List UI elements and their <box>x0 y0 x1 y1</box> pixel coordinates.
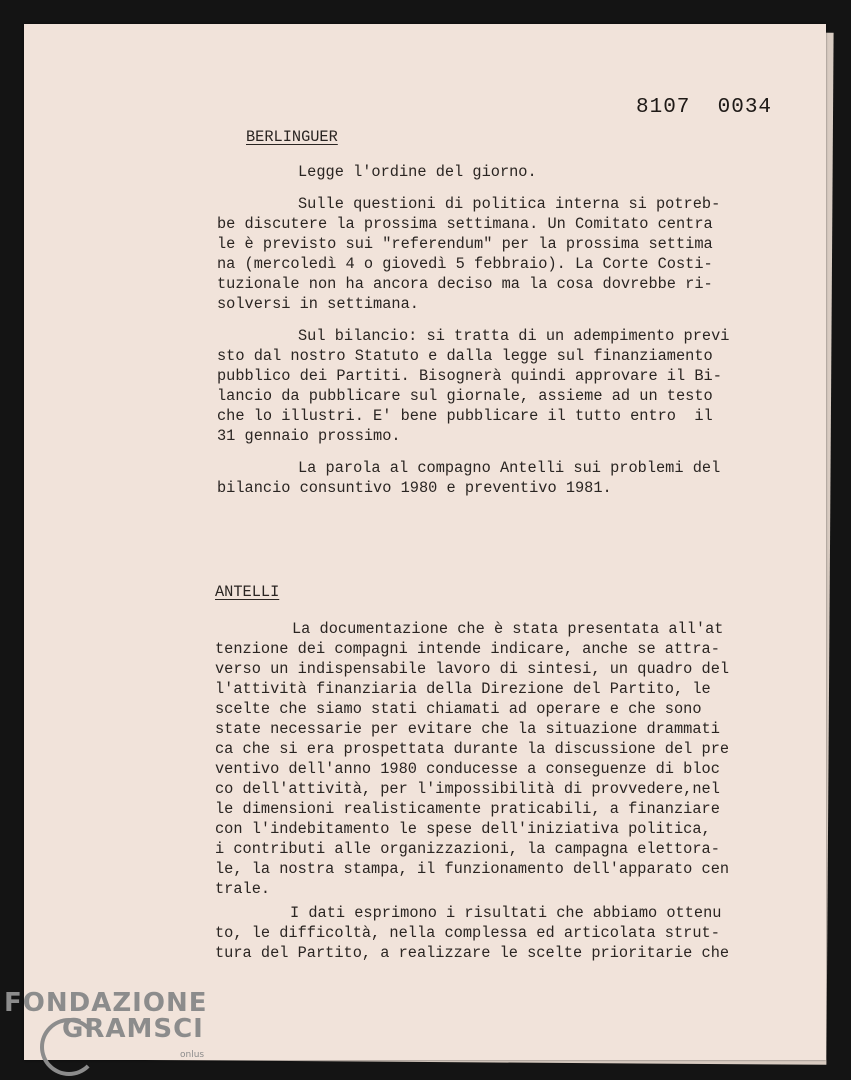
watermark-line2: GRAMSCI <box>62 1014 204 1044</box>
text-line: tenzione dei compagni intende indicare, anche se attra- <box>215 640 720 658</box>
text-line: scelte che siamo stati chiamati ad operare e che sono <box>215 700 702 718</box>
text-line: ventivo dell'anno 1980 conducesse a conseguenze di bloc <box>215 760 720 778</box>
speaker-name-berlinguer: BERLINGUER <box>246 128 338 146</box>
text-line: be discutere la prossima settimana. Un Comitato centra <box>217 215 713 233</box>
text-line: lancio da pubblicare sul giornale, assieme ad un testo <box>217 387 713 405</box>
fondazione-gramsci-watermark <box>4 988 208 1060</box>
text-line: sto dal nostro Statuto e dalla legge sul finanziamento <box>217 347 713 365</box>
text-line: che lo illustri. E' bene pubblicare il tutto entro il <box>217 407 713 425</box>
text-line: verso un indispensabile lavoro di sintesi, un quadro del <box>215 660 730 678</box>
watermark-logo-icon <box>40 1018 98 1076</box>
text-line: state necessarie per evitare che la situazione drammati <box>215 720 720 738</box>
watermark-sub: onlus <box>180 1050 205 1060</box>
text-line: le, la nostra stampa, il funzionamento dell'apparato cen <box>215 860 730 878</box>
text-line: pubblico dei Partiti. Bisognerà quindi approvare il Bi- <box>217 367 722 385</box>
text-line: l'attività finanziaria della Direzione del Partito, le <box>215 680 711 698</box>
text-line: Sul bilancio: si tratta di un adempimento previ <box>298 327 730 345</box>
text-line: La documentazione che è stata presentata all'at <box>292 620 724 638</box>
text-line: tura del Partito, a realizzare le scelte prioritarie che <box>215 944 730 962</box>
text-line: solversi in settimana. <box>217 295 419 313</box>
page-number: 8107 0034 <box>636 96 773 119</box>
document-page <box>24 24 826 1060</box>
text-line: 31 gennaio prossimo. <box>217 427 401 445</box>
text-line: bilancio consuntivo 1980 e preventivo 1981. <box>217 479 612 497</box>
text-line: ca che si era prospettata durante la discussione del pre <box>215 740 730 758</box>
text-line: co dell'attività, per l'impossibilità di provvedere,nel <box>215 780 720 798</box>
text-line: na (mercoledì 4 o giovedì 5 febbraio). La Corte Costi- <box>217 255 713 273</box>
text-line: i contributi alle organizzazioni, la campagna elettora- <box>215 840 720 858</box>
text-line: La parola al compagno Antelli sui problemi del <box>298 459 721 477</box>
watermark-line1: FONDAZIONE <box>4 988 208 1018</box>
text-line: tuzionale non ha ancora deciso ma la cosa dovrebbe ri- <box>217 275 713 293</box>
text-line: I dati esprimono i risultati che abbiamo ottenu <box>290 904 722 922</box>
speaker-name-antelli: ANTELLI <box>215 583 280 601</box>
text-line: con l'indebitamento le spese dell'iniziativa politica, <box>215 820 711 838</box>
text-line: le è previsto sui "referendum" per la prossima settima <box>217 235 713 253</box>
text-line: le dimensioni realisticamente praticabili, a finanziare <box>215 800 720 818</box>
text-line: Sulle questioni di politica interna si potreb- <box>298 195 721 213</box>
text-line: trale. <box>215 880 271 898</box>
text-line: to, le difficoltà, nella complessa ed articolata strut- <box>215 924 720 942</box>
text-line: Legge l'ordine del giorno. <box>298 163 537 181</box>
